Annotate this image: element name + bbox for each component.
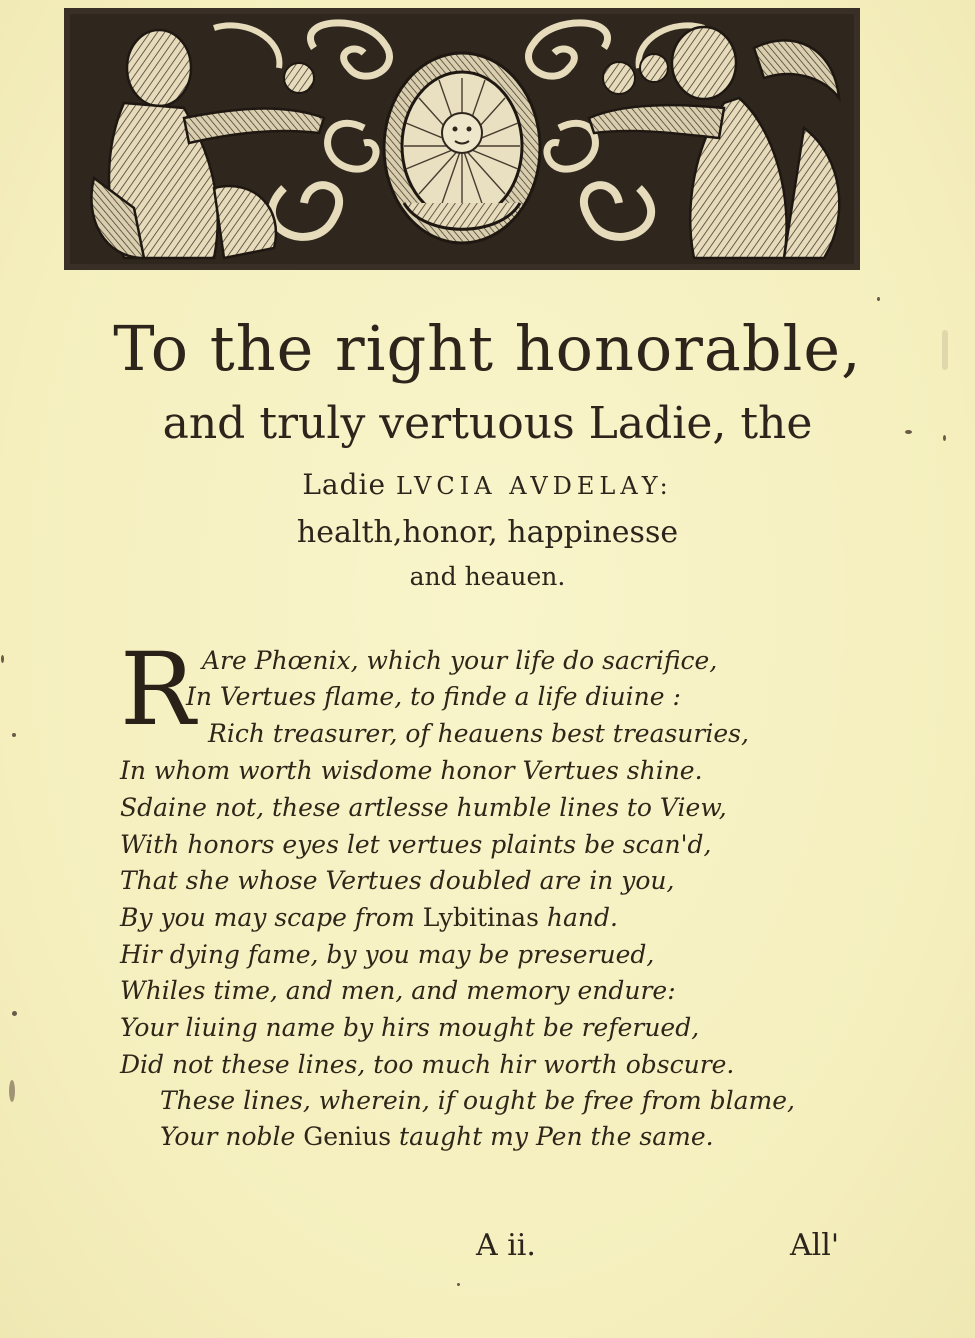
- ink-spot: [1, 655, 4, 663]
- title-ladie: Ladie: [302, 468, 387, 501]
- title-line-5: and heauen.: [409, 562, 566, 591]
- name-lybitinas: Lybitinas: [422, 903, 539, 932]
- title-line-1: To the right honorable,: [113, 312, 862, 385]
- ink-spot: [12, 733, 16, 737]
- poem-line: In Vertues flame, to finde a life diuine :: [186, 682, 681, 711]
- title-line-4: health,honor, happinesse: [296, 515, 679, 550]
- poem-line: Sdaine not, these artlesse humble lines to View,: [120, 793, 727, 822]
- poem-line: Your liuing name by hirs mought be referued,: [120, 1013, 700, 1042]
- poem-line-end: taught my Pen the same.: [399, 1122, 714, 1151]
- title-line-3: [0, 468, 975, 501]
- poem-line: In whom worth wisdome honor Vertues shine.: [120, 756, 703, 785]
- ink-spot: [877, 297, 880, 301]
- poem-line: That she whose Vertues doubled are in you,: [120, 866, 675, 895]
- dedicatee-name: LVCIA AVDELAY:: [395, 472, 673, 500]
- drop-cap: R: [120, 631, 196, 748]
- poem-line: Rich treasurer, of heauens best treasuries,: [208, 719, 749, 748]
- poem-line-text: By you may scape from: [120, 903, 415, 932]
- poem-line-end: hand.: [546, 903, 618, 932]
- poem-line: Are Phœnix, which your life do sacrifice,: [202, 646, 718, 675]
- title-line-2: and truly vertuous Ladie, the: [162, 398, 813, 449]
- poem-line: Did not these lines, too much hir worth obscure.: [120, 1050, 735, 1079]
- word-genius: Genius: [303, 1122, 392, 1151]
- poem-line: These lines, wherein, if ought be free from blame,: [160, 1086, 795, 1115]
- ink-spot: [457, 1283, 460, 1286]
- poem-line: With honors eyes let vertues plaints be scan'd,: [120, 830, 712, 859]
- ink-spot: [12, 1011, 17, 1016]
- ink-spot: [9, 1080, 15, 1102]
- poem-line-text: Your noble: [160, 1122, 296, 1151]
- catchword: All': [790, 1228, 840, 1263]
- poem-line: [120, 903, 618, 932]
- woodcut-headpiece-icon: [64, 8, 860, 270]
- poem-line: Hir dying fame, by you may be preserued,: [120, 940, 655, 969]
- signature-mark: A ii.: [476, 1228, 536, 1263]
- poem-line: Whiles time, and men, and memory endure:: [120, 976, 676, 1005]
- poem-line: [160, 1122, 714, 1151]
